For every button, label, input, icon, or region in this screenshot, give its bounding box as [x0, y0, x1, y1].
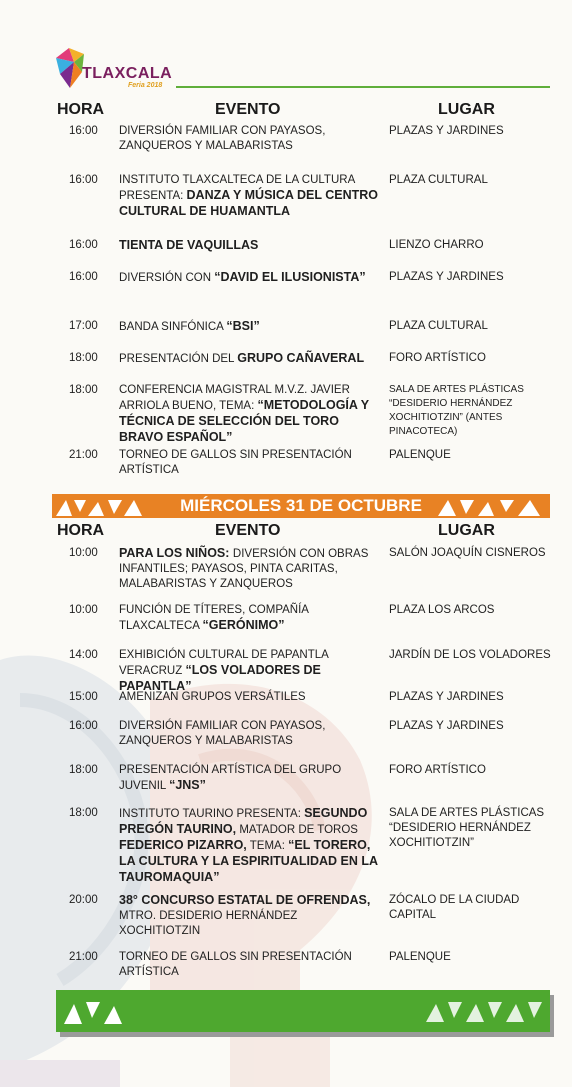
tlaxcala-logo-mark: [52, 48, 86, 92]
event-place: PLAZAS Y JARDINES: [389, 271, 504, 283]
event-place: PLAZAS Y JARDINES: [389, 125, 504, 137]
event-place: PALENQUE: [389, 951, 451, 963]
event-text: PRESENTACIÓN DEL: [119, 353, 238, 365]
event-time: 16:00: [69, 239, 98, 251]
logo-subtitle: Feria 2018: [128, 82, 163, 89]
event-highlight: 38° CONCURSO ESTATAL DE OFRENDAS,: [119, 893, 371, 907]
event-text: CONFERENCIA MAGISTRAL M.V.Z. JAVIER ARRIOLA BUENO, TEMA:: [119, 384, 350, 412]
event-time: 16:00: [69, 125, 98, 137]
event-text: TORNEO DE GALLOS SIN PRESENTACIÓN ARTÍSTICA: [119, 951, 352, 978]
event-description: [119, 124, 379, 154]
event-description: [119, 173, 379, 220]
event-description: [119, 950, 379, 980]
column-header-evento: EVENTO: [215, 101, 281, 118]
column-header-lugar-2: LUGAR: [438, 522, 495, 539]
event-time: 17:00: [69, 320, 98, 332]
event-place: FORO ARTÍSTICO: [389, 764, 486, 776]
event-time: 18:00: [69, 384, 98, 396]
event-place: PLAZA LOS ARCOS: [389, 604, 495, 616]
event-time: 10:00: [69, 547, 98, 559]
event-place: SALÓN JOAQUÍN CISNEROS: [389, 547, 546, 559]
event-text: DIVERSIÓN CON OBRAS INFANTILES; PAYASOS, PINTA CARITAS, MALABARISTAS Y ZANQUEROS: [119, 548, 369, 590]
event-description: [119, 893, 379, 939]
event-highlight: “METODOLOGÍA Y TÉCNICA DE SELECCIÓN DEL TORO BRAVO ESPAÑOL”: [119, 398, 369, 444]
event-text: AMENIZAN GRUPOS VERSÁTILES: [119, 691, 306, 703]
event-text: TEMA:: [246, 840, 289, 852]
event-time: 18:00: [69, 764, 98, 776]
event-highlight: DANZA Y MÚSICA DEL CENTRO CULTURAL DE HUAMANTLA: [119, 188, 378, 218]
event-place: SALA DE ARTES PLÁSTICAS “DESIDERIO HERNÁNDEZ XOCHITIOTZIN”: [389, 807, 545, 849]
event-description: [119, 383, 379, 446]
event-description: [119, 448, 379, 478]
event-place: LIENZO CHARRO: [389, 239, 484, 251]
event-text: INSTITUTO TAURINO PRESENTA:: [119, 808, 305, 820]
event-text: DIVERSIÓN FAMILIAR CON PAYASOS, ZANQUEROS Y MALABARISTAS: [119, 125, 326, 152]
event-description: [119, 648, 379, 695]
event-place: PLAZA CULTURAL: [389, 320, 488, 332]
event-place: SALA DE ARTES PLÁSTICAS “DESIDERIO HERNÁNDEZ XOCHITIOTZIN” (ANTES PINACOTECA): [389, 384, 524, 437]
event-highlight: “EL TORERO, LA CULTURA Y LA ESPIRITUALIDAD EN LA TAUROMAQUIA”: [119, 838, 378, 884]
event-highlight: “GERÓNIMO”: [202, 618, 285, 632]
event-time: 16:00: [69, 271, 98, 283]
event-description: [119, 719, 379, 749]
event-time: 10:00: [69, 604, 98, 616]
event-highlight: “JNS”: [169, 778, 206, 792]
event-place: ZÓCALO DE LA CIUDAD CAPITAL: [389, 894, 520, 921]
event-description: [119, 238, 379, 254]
logo-name: TLAXCALA: [82, 65, 173, 82]
event-description: [119, 806, 379, 886]
event-place: FORO ARTÍSTICO: [389, 352, 486, 364]
event-text: FUNCIÓN DE TÍTERES, COMPAÑÍA TLAXCALTECA: [119, 604, 309, 632]
event-description: [119, 546, 379, 592]
event-time: 16:00: [69, 720, 98, 732]
column-header-hora: HORA: [57, 101, 105, 118]
event-text: PRESENTACIÓN ARTÍSTICA DEL GRUPO JUVENIL: [119, 764, 342, 792]
tlaxcala-logo: [52, 48, 182, 98]
event-highlight: “DAVID EL ILUSIONISTA”: [214, 270, 366, 284]
footer-bar: [56, 990, 550, 1032]
event-highlight: PARA LOS NIÑOS:: [119, 546, 233, 560]
event-description: [119, 351, 379, 367]
event-place: JARDÍN DE LOS VOLADORES: [389, 649, 551, 661]
event-highlight: “LOS VOLADORES DE PAPANTLA”: [119, 663, 321, 693]
event-time: 18:00: [69, 352, 98, 364]
event-time: 14:00: [69, 649, 98, 661]
event-description: [119, 603, 379, 634]
event-text: DIVERSIÓN FAMILIAR CON PAYASOS, ZANQUEROS Y MALABARISTAS: [119, 720, 326, 747]
event-highlight: GRUPO CAÑAVERAL: [237, 351, 365, 365]
event-highlight: TIENTA DE VAQUILLAS: [119, 238, 259, 252]
event-text: TORNEO DE GALLOS SIN PRESENTACIÓN ARTÍSTICA: [119, 449, 352, 476]
event-text: DIVERSIÓN CON: [119, 272, 215, 284]
event-text: MATADOR DE TOROS: [236, 824, 358, 836]
event-place: PLAZA CULTURAL: [389, 174, 488, 186]
header-rule: [176, 86, 550, 88]
event-time: 16:00: [69, 174, 98, 186]
event-description: [119, 270, 379, 286]
event-text: MTRO. DESIDERIO HERNÁNDEZ XOCHITIOTZIN: [119, 910, 298, 937]
event-text: INSTITUTO TLAXCALTECA DE LA CULTURA PRESENTA:: [119, 174, 355, 202]
event-description: [119, 319, 379, 335]
event-time: 21:00: [69, 951, 98, 963]
event-place: PALENQUE: [389, 449, 451, 461]
event-place: PLAZAS Y JARDINES: [389, 691, 504, 703]
date-banner: [52, 494, 550, 518]
event-highlight: “BSI”: [226, 319, 260, 333]
footer-pattern-right-icon: [420, 990, 550, 1032]
column-header-lugar: LUGAR: [438, 101, 495, 118]
event-text: BANDA SINFÓNICA: [119, 321, 227, 333]
footer-pattern-left-icon: [56, 990, 146, 1032]
event-time: 20:00: [69, 894, 98, 906]
banner-date-title: MIÉRCOLES 31 DE OCTUBRE: [180, 496, 422, 515]
event-time: 15:00: [69, 691, 98, 703]
event-time: 21:00: [69, 449, 98, 461]
column-header-hora-2: HORA: [57, 522, 105, 539]
event-place: PLAZAS Y JARDINES: [389, 720, 504, 732]
event-description: [119, 763, 379, 794]
event-time: 18:00: [69, 807, 98, 819]
event-description: [119, 690, 379, 705]
event-highlight: SEGUNDO PREGÓN TAURINO,: [119, 806, 368, 836]
column-header-evento-2: EVENTO: [215, 522, 281, 539]
event-highlight: FEDERICO PIZARRO,: [119, 838, 247, 852]
event-text: EXHIBICIÓN CULTURAL DE PAPANTLA VERACRUZ: [119, 649, 329, 677]
